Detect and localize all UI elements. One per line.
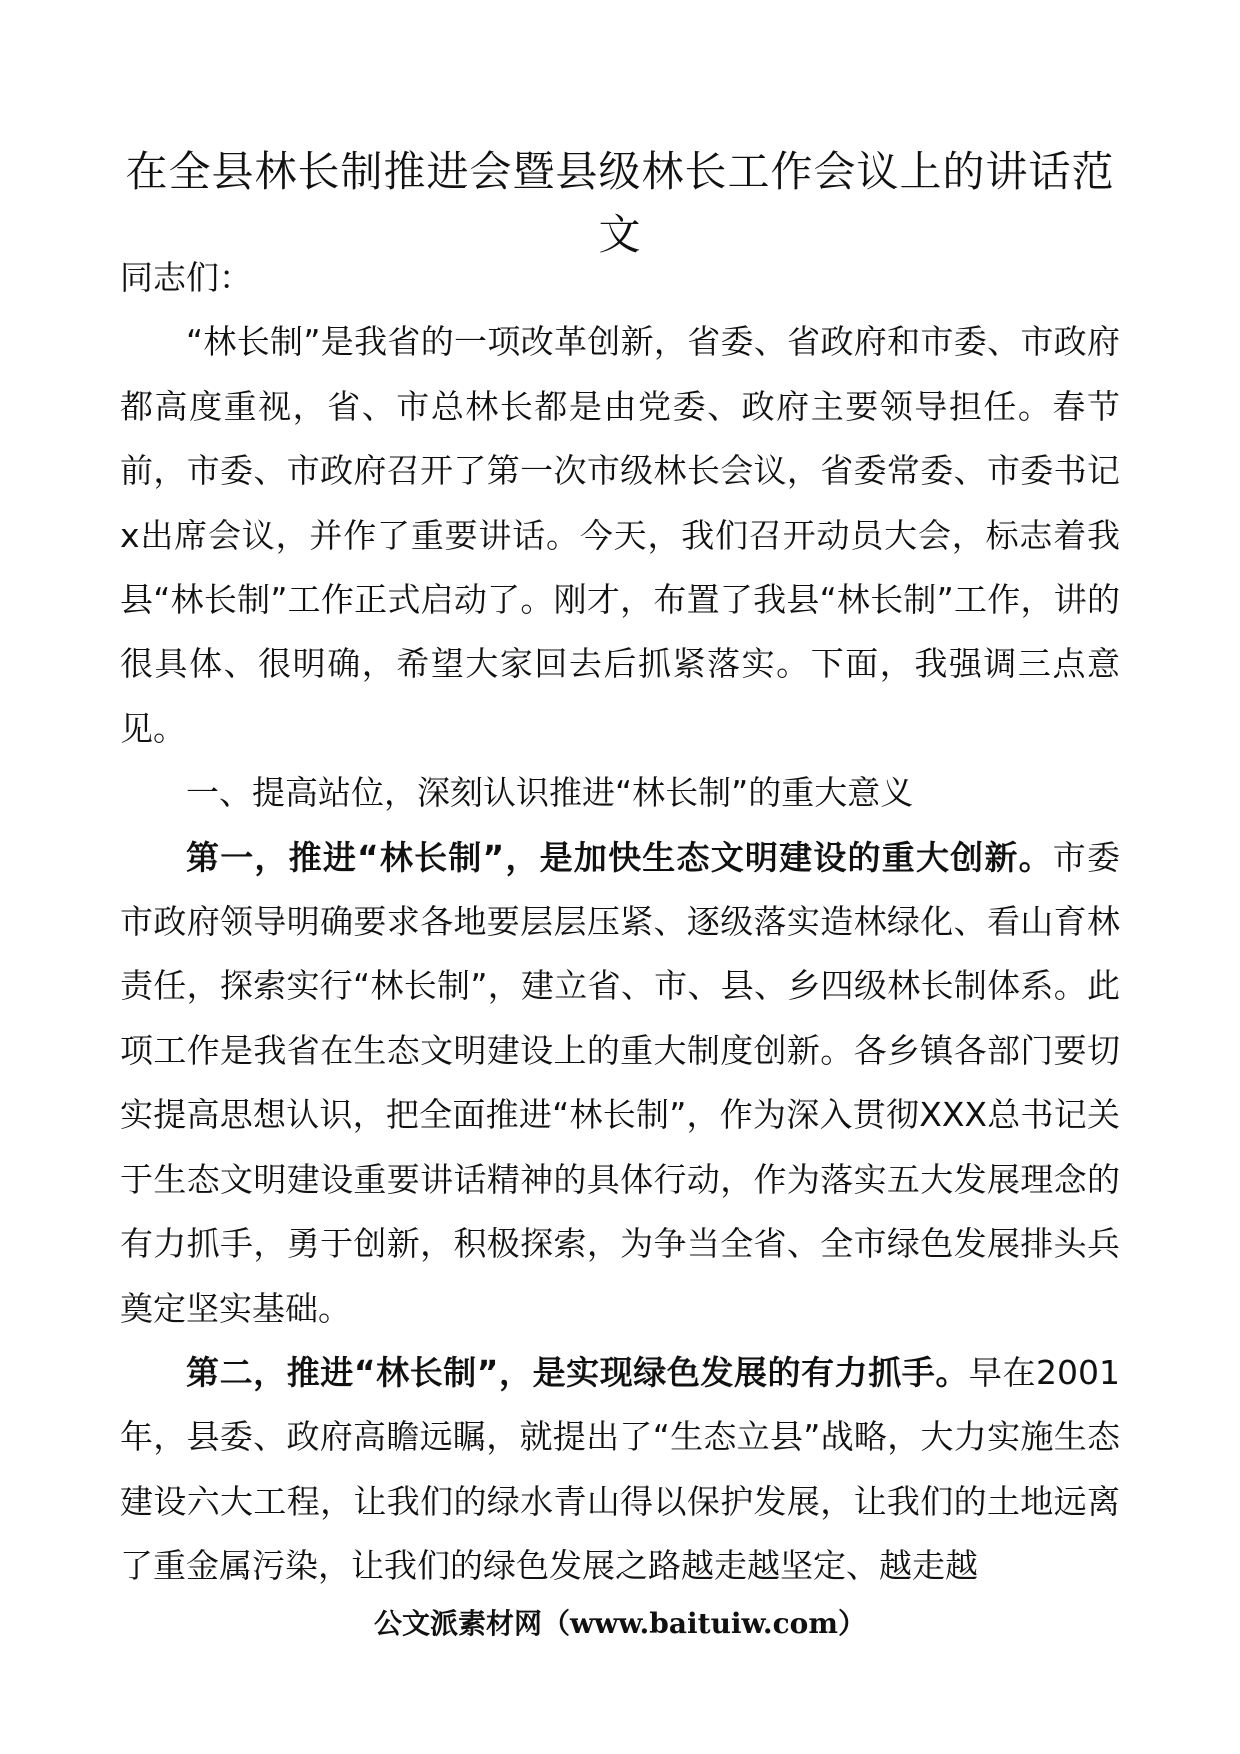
paragraph-text: 早在2001年，县委、政府高瞻远瞩，就提出了“生态立县”战略，大力实施生态建设六大工程，让我们的绿水青山得以保护发展，让我们的土地远离了重金属污染，让我们的绿色发展之路越走越坚定、越走越 <box>120 1352 1120 1586</box>
document-title: 在全县林长制推进会暨县级林长工作会议上的讲话范文 <box>125 147 1115 259</box>
footer-watermark: 公文派素材网（www.baituiw.com） <box>374 1607 866 1640</box>
paragraph-lead: 第二，推进“林长制”，是实现绿色发展的有力抓手。 <box>186 1352 969 1392</box>
paragraph-text: 市委市政府领导明确要求各地要层层压紧、逐级落实造林绿化、看山育林责任，探索实行“林长制”，建立省、市、县、乡四级林长制体系。此项工作是我省在生态文明建设上的重大制度创新。各乡镇各部门要切实提高思想认识，把全面推进“林长制”，作为深入贯彻XXX总书记关于生态文明建设重要讲话精神的具体行动，作为落实五大发展理念的有力抓手，勇于创新，积极探索，为争当全省、全市绿色发展排头兵奠定坚实基础。 <box>120 837 1120 1328</box>
section-heading-1 <box>120 761 1120 825</box>
paragraph-text: “林长制”是我省的一项改革创新，省委、省政府和市委、市政府都高度重视，省、市总林长都是由党委、政府主要领导担任。春节前，市委、市政府召开了第一次市级林长会议，省委常委、市委书记x出席会议，并作了重要讲话。今天，我们召开动员大会，标志着我县“林长制”工作正式启动了。刚才，布置了我县“林长制”工作，讲的很具体、很明确，希望大家回去后抓紧落实。下面，我强调三点意见。 <box>120 322 1120 748</box>
paragraph-point-2 <box>120 1341 1120 1599</box>
paragraph-intro <box>120 310 1120 761</box>
greeting: 同志们： <box>120 258 252 297</box>
section-heading-text: 一、提高站位，深刻认识推进“林长制”的重大意义 <box>186 773 914 813</box>
paragraph-lead: 第一，推进“林长制”，是加快生态文明建设的重大创新。 <box>186 837 1053 877</box>
paragraph-point-1 <box>120 826 1120 1341</box>
document-body <box>120 246 1120 1599</box>
